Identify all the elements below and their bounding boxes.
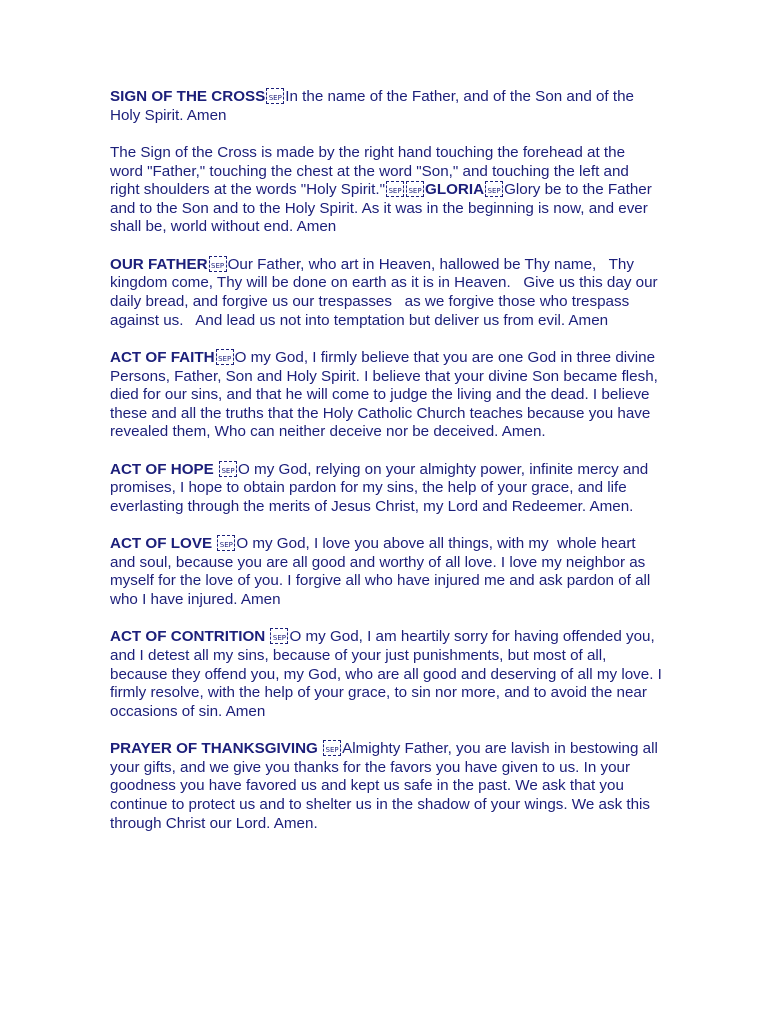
sep-glyph-icon: SEP <box>219 461 237 477</box>
sep-glyph-icon: SEP <box>209 256 227 272</box>
sep-glyph-icon: SEP <box>386 181 404 197</box>
act-of-faith-paragraph <box>110 349 662 442</box>
sep-glyph-icon: SEP <box>323 740 341 756</box>
sep-glyph-icon: SEP <box>485 181 503 197</box>
prayer-of-thanksgiving-text: Almighty Father, you are lavish in bestowing all your gifts, and we give you thanks for the favors you have given to us. In your goodness you have favored us and kept us safe in the past. We ask that you continue to protect us and to shelter us in the shadow of your wings. We ask this through Christ our Lord. Amen. <box>110 740 663 832</box>
sep-glyph-icon: SEP <box>217 535 235 551</box>
sign-of-cross-note-paragraph <box>110 144 662 237</box>
prayer-document <box>110 88 667 852</box>
gloria-text: Glory be to the Father and to the Son and to the Holy Spirit. As it was in the beginning is now, and ever shall be, world without end. Amen <box>110 181 657 236</box>
sign-of-the-cross-text: In the name of the Father, and of the Son and of the Holy Spirit. Amen <box>110 88 639 124</box>
our-father-text: Our Father, who art in Heaven, hallowed be Thy name, Thy kingdom come, Thy will be done on earth as it is in Heaven. Give us this day our daily bread, and forgive us our trespasses as we forgive those who trespass against us. And lead us not into temptation but deliver us from evil. Amen <box>110 255 662 329</box>
act-of-faith-heading: ACT OF FAITH <box>110 348 215 366</box>
act-of-contrition-paragraph <box>110 628 667 721</box>
sep-glyph-icon: SEP <box>270 628 288 644</box>
act-of-love-paragraph <box>110 535 662 609</box>
act-of-faith-text: O my God, I firmly believe that you are one God in three divine Persons, Father, Son and Holy Spirit. I believe that your divine Son became flesh, died for our sins, and that he will come to judge the living and the dead. I believe these and all the truths that the Holy Catholic Church teaches because you have revealed them, Who can neither deceive nor be deceived. Amen. <box>110 348 663 441</box>
sign-of-the-cross-paragraph <box>110 88 662 125</box>
act-of-love-heading: ACT OF LOVE <box>110 535 217 553</box>
act-of-contrition-heading: ACT OF CONTRITION <box>110 628 270 646</box>
act-of-love-text: O my God, I love you above all things, with my whole heart and soul, because you are all good and worthy of all love. I love my neighbor as myself for the love of you. I forgive all who have injured me and ask pardon of all who I have injured. Amen <box>110 535 655 609</box>
prayer-of-thanksgiving-heading: PRAYER OF THANKSGIVING <box>110 740 323 758</box>
sep-glyph-icon: SEP <box>266 88 284 104</box>
sep-glyph-icon: SEP <box>406 181 424 197</box>
sign-of-cross-note-text: The Sign of the Cross is made by the right hand touching the forehead at the word "Father," touching the chest at the word "Son," and touching the left and right shoulders at the words "Holy Spirit." <box>110 143 634 199</box>
act-of-hope-paragraph <box>110 461 662 517</box>
act-of-hope-text: O my God, relying on your almighty power, infinite mercy and promises, I hope to obtain pardon for my sins, the help of your grace, and life everlasting through the merits of Jesus Christ, my Lord and Redeemer. Amen. <box>110 460 653 515</box>
prayer-of-thanksgiving-paragraph <box>110 740 662 833</box>
our-father-heading: OUR FATHER <box>110 255 208 273</box>
act-of-hope-heading: ACT OF HOPE <box>110 460 219 478</box>
our-father-paragraph <box>110 256 662 330</box>
gloria-heading: GLORIA <box>425 181 485 199</box>
sign-of-the-cross-heading: SIGN OF THE CROSS <box>110 88 266 105</box>
sep-glyph-icon: SEP <box>216 349 234 365</box>
act-of-contrition-text: O my God, I am heartily sorry for having offended you, and I detest all my sins, because of your just punishments, but most of all, because they offend you, my God, who are all good and deserving of all my love. I firmly resolve, with the help of your grace, to sin nor more, and to avoid the near occasions of sin. Amen <box>110 628 667 720</box>
